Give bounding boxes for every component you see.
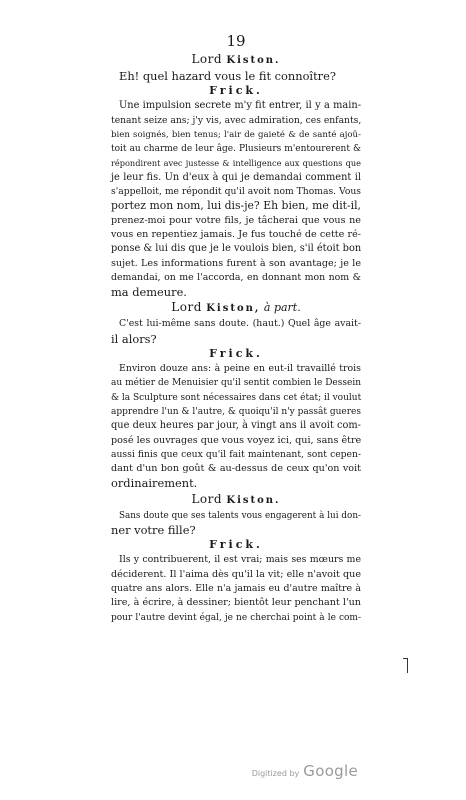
text-line: je leur fis. Un d'eux à qui je demandai comment il (111, 171, 361, 183)
text-line: vous en repentiez jamais. Je fus touché de cette ré- (111, 228, 361, 240)
text-line: lire, à écrire, à dessiner; bientôt leur penchant l'un (111, 597, 361, 609)
speech-paragraph (111, 553, 361, 624)
text-line: & la Sculpture sont nécessaires dans cet état; il voulut (111, 392, 362, 403)
text-line: tenant seize ans; j'y vis, avec admiration, ces enfants, (111, 114, 362, 126)
speaker-heading (111, 51, 361, 69)
text-line: Environ douze ans: à peine en eut-il travaillé trois (119, 363, 361, 375)
digitized-watermark (252, 762, 358, 780)
speech-paragraph (111, 69, 361, 83)
text-line: bien soignés, bien tenus; l'air de gaieté & de santé ajoû- (111, 129, 361, 140)
speaker-name: Kiston. (226, 494, 281, 506)
text-line: portez mon nom, lui dis-je? Eh bien, me dit-il, (111, 199, 361, 213)
stage-direction: à part. (260, 301, 301, 315)
speaker-heading (111, 346, 361, 362)
watermark-prefix: Digitized by (251, 769, 300, 778)
text-line: C'est lui-même sans doute. (haut.) Quel âge avait- (119, 318, 361, 330)
text-line: ordinairement. (111, 476, 198, 491)
margin-mark (403, 658, 408, 673)
speaker-heading (111, 83, 361, 99)
text-line: dant d'un bon goût & au-dessus de ceux qu'on voit (111, 463, 361, 475)
text-line: Sans doute que ses talents vous engagerent à lui don- (119, 510, 361, 521)
text-line: sujet. Les informations furent à son avantage; je le (111, 257, 361, 269)
text-line: quatre ans alors. Elle n'a jamais eu d'autre maître à (111, 582, 361, 594)
speech-paragraph (111, 509, 361, 538)
text-line: apprendre l'un & l'autre, & quoiqu'il n'y passât gueres (111, 406, 361, 417)
speech-paragraph (111, 362, 361, 491)
text-line: Eh! quel hazard vous le fit connoître? (119, 69, 336, 83)
google-logo: Google (303, 762, 358, 780)
speaker-name: Frick. (209, 347, 263, 361)
speaker-heading (111, 491, 361, 509)
dialogue-content (111, 51, 361, 625)
page-number: 19 (226, 32, 246, 50)
speaker-heading (111, 299, 361, 317)
speaker-name: Frick. (209, 84, 263, 98)
text-line: que deux heures par jour, à vingt ans il avoit com- (111, 420, 361, 432)
speech-paragraph (111, 99, 361, 299)
text-line: ponse & lui dis que je le voulois bien, s'il étoit bon (111, 243, 362, 255)
speaker-name: Frick. (209, 538, 263, 552)
text-line: déciderent. Il l'aima dès qu'il la vit; elle n'avoit que (111, 568, 361, 580)
speaker-title: Lord (191, 491, 227, 506)
speaker-heading (111, 537, 361, 553)
text-line: s'appelloit, me répondit qu'il avoit nom Thomas. Vous (111, 186, 361, 198)
text-line: demandai, on me l'accorda, en donnant mon nom & (111, 271, 361, 283)
speaker-title: Lord (171, 300, 207, 315)
speaker-name: Kiston, (206, 303, 261, 315)
text-line: toit au charme de leur âge. Plusieurs m'entourerent & (111, 144, 361, 155)
text-line: Ils y contribuerent, il est vrai; mais ses mœurs me (119, 554, 361, 566)
text-line: ner votre fille? (111, 523, 196, 538)
text-line: il alors? (111, 331, 157, 346)
speaker-name: Kiston. (226, 55, 281, 66)
text-line: aussi finis que ceux qu'il fait maintenant, sont cepen- (111, 448, 361, 460)
text-line: posé les ouvrages que vous voyez ici, qui, sans être (111, 434, 362, 446)
text-line: ma demeure. (111, 285, 187, 300)
text-line: prenez-moi pour votre fils, je tâcherai que vous ne (111, 214, 361, 226)
page-text (111, 32, 361, 625)
speech-paragraph (111, 317, 361, 346)
speaker-title: Lord (191, 52, 227, 66)
text-line: Une impulsion secrete m'y fit entrer, il y a main- (119, 100, 361, 112)
text-line: pour l'autre devint égal, je ne cherchai point à le com- (111, 612, 361, 623)
text-line: répondirent avec justesse & intelligence aux questions que (111, 158, 361, 169)
text-line: au métier de Menuisier qu'il sentit combien le Dessein (111, 378, 361, 389)
